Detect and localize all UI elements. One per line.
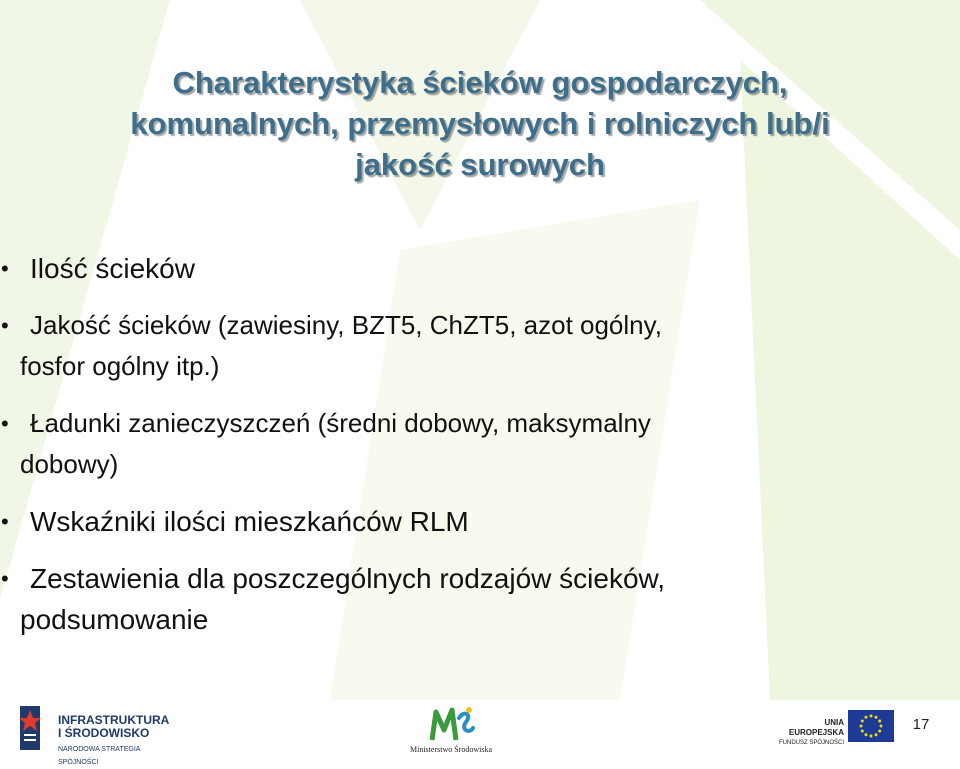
bullet-text: Ładunki zanieczyszczeń (średni dobowy, maksymalny: [30, 408, 651, 438]
title-line: jakość surowych: [355, 147, 605, 182]
bullet-text: Zestawienia dla poszczególnych rodzajów ścieków,: [30, 563, 665, 594]
bullet-item: [0, 403, 940, 485]
bullet-list: [0, 248, 940, 656]
title-line: komunalnych, przemysłowych i rolniczych lub/i: [130, 106, 830, 141]
bullet-text: Ilość ścieków: [30, 253, 195, 284]
slide-footer: [0, 700, 960, 766]
ministerstwo-logo-icon: [426, 704, 476, 744]
bullet-text: Wskaźniki ilości mieszkańców RLM: [30, 506, 469, 537]
slide-title: [0, 62, 960, 185]
bullet-text: fosfor ogólny itp.): [20, 351, 220, 381]
infrastruktura-logo-icon: [14, 704, 46, 752]
ministerstwo-logo: [406, 702, 496, 756]
page-number: 17: [912, 716, 930, 733]
logo-left-line: INFRASTRUKTURA: [58, 713, 170, 727]
infrastruktura-logo: [14, 704, 170, 766]
bullet-text: Jakość ścieków (zawiesiny, BZT5, ChZT5, azot ogólny,: [30, 310, 662, 340]
title-line: Charakterystyka ścieków gospodarczych,: [172, 65, 788, 100]
eu-line: FUNDUSZ SPÓJNOŚCI: [778, 740, 844, 746]
logo-left-line: I ŚRODOWISKO: [58, 726, 150, 740]
bullet-item: [0, 501, 940, 542]
eu-line: UNIA EUROPEJSKA: [788, 718, 844, 737]
eu-logo: [778, 710, 896, 746]
bullet-item: [0, 305, 940, 387]
logo-left-line: NARODOWA STRATEGIA SPÓJNOŚCI: [58, 746, 141, 766]
ministerstwo-caption: Ministerstwo Środowiska: [410, 745, 492, 754]
bullet-item: [0, 248, 940, 289]
bullet-item: [0, 558, 940, 640]
bullet-text: podsumowanie: [20, 604, 209, 635]
bullet-text: dobowy): [20, 449, 119, 479]
eu-flag-icon: [848, 710, 894, 742]
